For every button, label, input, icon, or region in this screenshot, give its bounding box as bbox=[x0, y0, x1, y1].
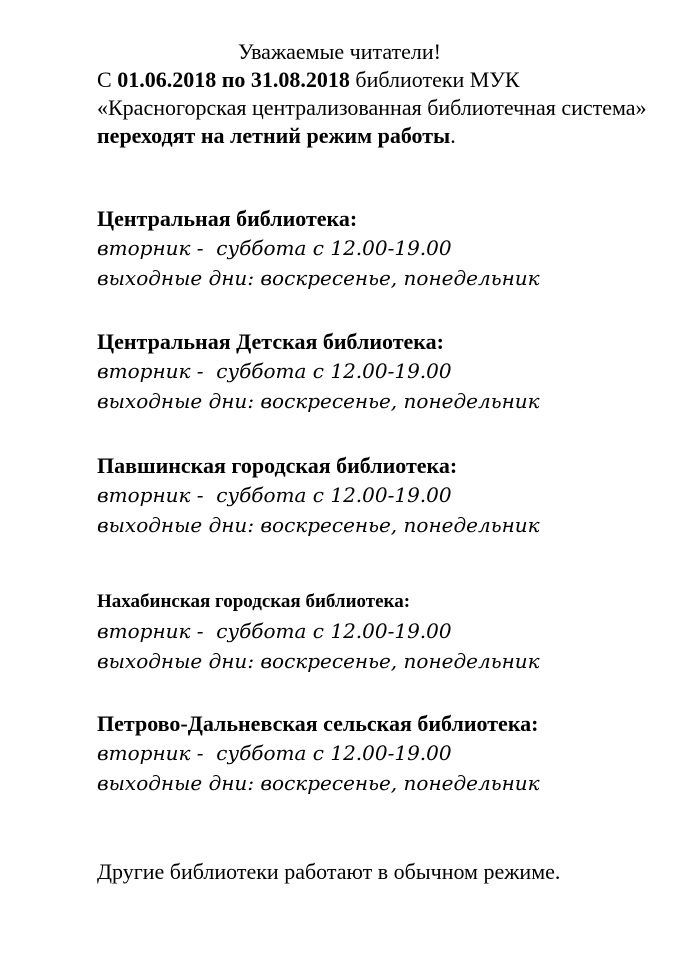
library-section-central bbox=[97, 205, 657, 293]
library-name: Павшинская городская библиотека: bbox=[97, 453, 458, 478]
library-name: Нахабинская городская библиотека: bbox=[97, 591, 411, 612]
library-hours: вторник - суббота с 12.00-19.00 bbox=[97, 619, 452, 643]
library-days-off: выходные дни: воскресенье, понедельник bbox=[97, 266, 540, 290]
library-name: Центральная библиотека: bbox=[97, 206, 358, 231]
library-hours: вторник - суббота с 12.00-19.00 bbox=[97, 741, 452, 765]
footer-note: Другие библиотеки работают в обычном режиме. bbox=[97, 859, 561, 884]
library-section-nakhabino bbox=[97, 588, 657, 676]
greeting-heading: Уважаемые читатели! bbox=[237, 39, 442, 64]
library-section-petrovo-dalneye bbox=[97, 710, 657, 798]
intro-text-end: . bbox=[450, 123, 456, 148]
library-days-off: выходные дни: воскресенье, понедельник bbox=[97, 649, 540, 673]
library-days-off: выходные дни: воскресенье, понедельник bbox=[97, 513, 540, 537]
library-days-off: выходные дни: воскресенье, понедельник bbox=[97, 389, 540, 413]
library-section-central-children bbox=[97, 328, 657, 416]
intro-paragraph bbox=[97, 66, 657, 150]
library-days-off: выходные дни: воскресенье, понедельник bbox=[97, 771, 540, 795]
intro-text-middle: библиотеки МУК «Красногорская централизованная библиотечная система» bbox=[97, 67, 647, 120]
library-hours: вторник - суббота с 12.00-19.00 bbox=[97, 236, 452, 260]
intro-text-start: С bbox=[97, 67, 118, 92]
intro-date-range: 01.06.2018 по 31.08.2018 bbox=[117, 67, 350, 92]
library-name: Петрово-Дальневская сельская библиотека: bbox=[97, 711, 539, 736]
library-section-pavshino bbox=[97, 452, 657, 540]
library-hours: вторник - суббота с 12.00-19.00 bbox=[97, 359, 452, 383]
library-hours: вторник - суббота с 12.00-19.00 bbox=[97, 483, 452, 507]
intro-highlight: переходят на летний режим работы bbox=[97, 123, 451, 148]
library-name: Центральная Детская библиотека: bbox=[97, 329, 444, 354]
